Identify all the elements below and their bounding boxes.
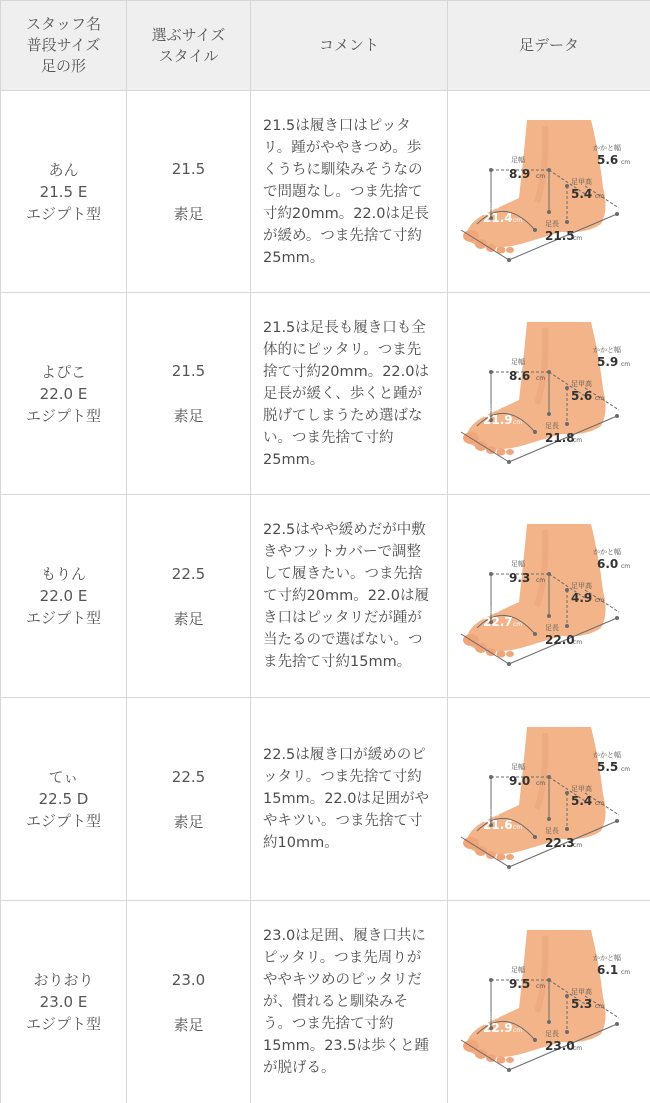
header-staff-line2: 普段サイズ	[26, 36, 101, 54]
staff-name: よぴこ	[40, 362, 86, 381]
comment-cell: 23.0は足囲、履き口共にピッタリ。つま先周りがややキツめのピッタリだが、慣れると馴染みそう。つま先捨て寸約15mm。23.5は歩くと踵が脱げる。	[251, 901, 448, 1103]
comment-cell: 21.5は足長も履き口も全体的にピッタリ。つま先捨て寸約20mm。22.0は足長が緩く、歩くと踵が脱げてしまうため選ばない。つま先捨て寸約25mm。	[251, 293, 448, 495]
heel-width-label: かかと幅	[593, 143, 621, 152]
unit-label: cm	[573, 639, 583, 646]
unit-label: cm	[595, 192, 605, 200]
staff-name: あん	[48, 160, 79, 179]
wear-style: 素足	[173, 407, 204, 425]
instep-label: 足甲高	[571, 379, 592, 388]
width-label: 足幅	[511, 560, 525, 568]
unit-label: cm	[621, 969, 631, 976]
length-value: 21.5	[545, 228, 575, 243]
toe-icon	[506, 1057, 514, 1063]
length-label: 足長	[545, 421, 559, 430]
foot-data-cell	[448, 495, 650, 698]
heel-width-value: 5.5	[597, 760, 619, 774]
length-label: 足長	[545, 827, 559, 835]
width-value: 9.0	[509, 774, 531, 788]
instep-value: 5.3	[571, 997, 593, 1011]
chosen-size: 21.5	[171, 160, 206, 178]
width-value: 9.3	[509, 571, 531, 585]
usual-size: 22.0 E	[39, 587, 88, 605]
toe-icon	[475, 846, 487, 856]
foot-shape: エジプト型	[25, 406, 101, 425]
unit-label: cm	[573, 436, 583, 444]
staff-name: もりん	[40, 565, 86, 583]
staff-cell	[1, 495, 127, 698]
width-label: 足幅	[511, 155, 525, 164]
table-row	[1, 293, 650, 495]
girth-value: 21.9	[483, 412, 513, 427]
toe-icon	[506, 449, 514, 455]
unit-label: cm	[621, 360, 631, 368]
wear-style: 素足	[173, 609, 204, 628]
usual-size: 22.5 D	[38, 790, 89, 808]
length-label: 足長	[545, 219, 559, 228]
unit-label: cm	[513, 1027, 523, 1034]
width-value: 9.5	[509, 977, 531, 991]
comment-cell: 22.5はやや緩めだが中敷きやフットカバーで調整して履きたい。つま先捨て寸約20mm。22.0は履き口はピッタリだが踵が当たるので選ばない。つま先捨て寸約15mm。	[251, 495, 448, 698]
unit-label: cm	[513, 621, 523, 628]
length-label: 足長	[545, 1030, 559, 1038]
heel-width-label: かかと幅	[593, 751, 621, 759]
header-foot-data: 足データ	[448, 1, 650, 91]
toe-icon	[475, 239, 487, 249]
girth-value: 22.7	[483, 615, 513, 629]
length-label: 足長	[545, 624, 559, 632]
foot-shape: エジプト型	[25, 204, 101, 223]
foot-shape: エジプト型	[25, 812, 101, 830]
unit-label: cm	[513, 216, 523, 224]
table-row	[1, 91, 650, 293]
unit-label: cm	[595, 597, 605, 604]
size-style-cell	[127, 91, 251, 293]
staff-name: おりおり	[33, 971, 94, 989]
wear-style: 素足	[173, 812, 204, 831]
size-style-cell	[127, 293, 251, 495]
girth-label: 足囲	[485, 1012, 499, 1020]
length-value: 22.0	[545, 633, 575, 647]
heel-width-label: かかと幅	[593, 954, 621, 962]
girth-label: 足囲	[485, 201, 499, 210]
unit-label: cm	[536, 374, 546, 382]
unit-label: cm	[536, 577, 546, 584]
girth-label: 足囲	[485, 809, 499, 817]
comment-cell: 21.5は履き口はピッタリ。踵がややきつめ。歩くうちに馴染みそうなので問題なし。つま先捨て寸約20mm。22.0は足長が緩め。つま先捨て寸約25mm。	[251, 91, 448, 293]
foot-data-cell	[448, 901, 650, 1103]
chosen-size: 23.0	[171, 970, 206, 989]
unit-label: cm	[513, 824, 523, 831]
girth-value: 22.9	[483, 1021, 513, 1035]
header-size-line2: スタイル	[158, 46, 219, 65]
heel-width-label: かかと幅	[593, 345, 621, 354]
unit-label: cm	[536, 780, 546, 787]
size-style-cell	[127, 901, 251, 1103]
usual-size: 21.5 E	[39, 182, 88, 201]
wear-style: 素足	[173, 205, 204, 223]
length-value: 23.0	[545, 1039, 575, 1053]
toe-icon	[506, 651, 514, 657]
staff-cell	[1, 91, 127, 293]
width-label: 足幅	[511, 763, 525, 771]
girth-label: 足囲	[485, 606, 499, 614]
toe-icon	[506, 854, 514, 860]
instep-label: 足甲高	[571, 988, 592, 996]
foot-data-cell	[448, 91, 650, 293]
unit-label: cm	[595, 800, 605, 807]
heel-width-label: かかと幅	[593, 548, 621, 556]
girth-value: 21.4	[483, 210, 513, 225]
header-staff	[1, 1, 127, 91]
header-size-line1: 選ぶサイズ	[151, 25, 226, 44]
heel-width-value: 6.1	[597, 963, 619, 977]
width-value: 8.9	[509, 166, 531, 181]
heel-width-value: 5.9	[597, 354, 619, 369]
staff-cell	[1, 293, 127, 495]
header-staff-line3: 足の形	[40, 57, 86, 75]
unit-label: cm	[621, 158, 631, 166]
usual-size: 22.0 E	[39, 384, 88, 403]
chosen-size: 21.5	[171, 362, 206, 380]
unit-label: cm	[573, 234, 583, 242]
unit-label: cm	[536, 172, 546, 180]
foot-diagram	[449, 922, 649, 1082]
unit-label: cm	[595, 394, 605, 402]
foot-shape: エジプト型	[25, 609, 101, 627]
table-row	[1, 901, 650, 1103]
instep-value: 4.9	[571, 591, 593, 605]
unit-label: cm	[513, 418, 523, 426]
toe-icon	[506, 247, 514, 253]
instep-label: 足甲高	[571, 177, 592, 186]
heel-width-value: 6.0	[597, 557, 619, 571]
header-comment: コメント	[251, 1, 448, 91]
wear-style: 素足	[173, 1015, 204, 1034]
chosen-size: 22.5	[171, 564, 206, 583]
instep-label: 足甲高	[571, 582, 592, 590]
length-value: 21.8	[545, 430, 575, 445]
width-label: 足幅	[511, 966, 525, 974]
table-row	[1, 495, 650, 698]
toe-icon	[475, 643, 487, 653]
chosen-size: 22.5	[171, 767, 206, 786]
unit-label: cm	[621, 766, 631, 773]
staff-cell	[1, 901, 127, 1103]
instep-label: 足甲高	[571, 785, 592, 793]
toe-icon	[475, 1049, 487, 1059]
toe-icon	[475, 441, 487, 451]
width-value: 8.6	[509, 368, 531, 383]
foot-data-cell	[448, 293, 650, 495]
unit-label: cm	[536, 983, 546, 990]
length-value: 22.3	[545, 836, 575, 850]
instep-value: 5.4	[571, 186, 593, 201]
header-staff-line1: スタッフ名	[25, 15, 101, 33]
foot-data-cell	[448, 698, 650, 901]
header-row	[1, 1, 650, 91]
size-style-cell	[127, 698, 251, 901]
unit-label: cm	[573, 842, 583, 849]
usual-size: 23.0 E	[39, 993, 88, 1011]
instep-value: 5.6	[571, 388, 593, 403]
girth-label: 足囲	[485, 403, 499, 412]
comment-cell: 22.5は履き口が緩めのピッタリ。つま先捨て寸約15mm。22.0は足囲がややキツい。つま先捨て寸約10mm。	[251, 698, 448, 901]
width-label: 足幅	[511, 357, 525, 366]
size-style-cell	[127, 495, 251, 698]
table-row	[1, 698, 650, 901]
instep-value: 5.4	[571, 794, 593, 808]
unit-label: cm	[621, 563, 631, 570]
foot-diagram	[449, 516, 649, 676]
unit-label: cm	[573, 1045, 583, 1052]
unit-label: cm	[595, 1003, 605, 1010]
staff-name: てぃ	[48, 768, 79, 786]
staff-cell	[1, 698, 127, 901]
foot-diagram	[449, 719, 649, 879]
heel-width-value: 5.6	[597, 152, 619, 167]
foot-diagram	[449, 112, 649, 272]
foot-diagram	[449, 314, 649, 474]
header-size-style	[127, 1, 251, 91]
foot-shape: エジプト型	[25, 1015, 101, 1033]
girth-value: 21.6	[483, 818, 513, 832]
